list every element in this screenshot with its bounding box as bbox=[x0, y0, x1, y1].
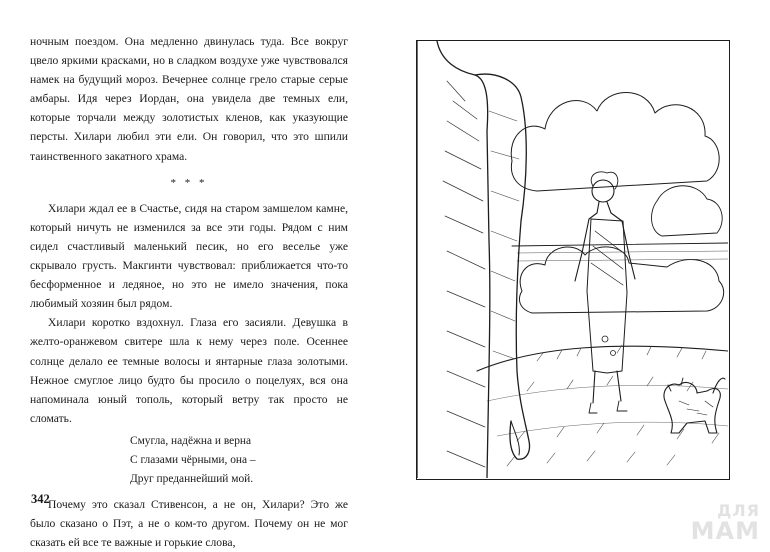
paragraph-4: Почему это сказал Стивенсон, а не он, Хилари? Это же было сказано о Пэт, а не о ком-то другом. Почему он не мог сказать ей все те важные и горькие слова, bbox=[30, 498, 348, 550]
horizon-line bbox=[512, 243, 728, 246]
watermark-logo bbox=[691, 503, 760, 543]
cloud-upper bbox=[511, 92, 719, 191]
illustration-drawing bbox=[417, 41, 728, 478]
poem-line: Друг преданнейший мой. bbox=[130, 473, 254, 486]
paragraph-3: Хилари коротко вздохнул. Глаза его засияли. Девушка в желто-оранжевом свитере шла к нему через поле. Осеннее солнце делало ее темные волосы и янтарные глаза золотыми. Нежное смуглое лицо будто бы просило о поцелуях, вся она напоминала юный тополь, который ветру так просто не сломать. bbox=[30, 316, 348, 425]
man-figure bbox=[417, 41, 530, 478]
left-page-text bbox=[30, 32, 348, 552]
girl-figure bbox=[575, 172, 635, 413]
poem-stanza bbox=[130, 432, 348, 489]
watermark-line-1: ДЛЯ bbox=[717, 501, 760, 520]
section-separator: * * * bbox=[170, 176, 208, 189]
cloud-lower bbox=[519, 247, 723, 313]
cloud-right bbox=[652, 186, 723, 236]
illustration-figure bbox=[416, 40, 730, 480]
page-number: 342 bbox=[31, 492, 50, 506]
poem-line: Смугла, надёжна и верна bbox=[130, 434, 252, 447]
watermark-line-2: МАМ bbox=[690, 517, 760, 545]
paragraph-1: ночным поездом. Она медленно двинулась туда. Все вокруг цвело яркими красками, но в сладком воздухе уже чувствовался намек на будущий мороз. Вечернее солнце грело старые серые амбары. Идя через Иордан, она увидела две темных ели, которые торчали между золотистых кленов, как указующие персты. Хилари любил эти ели. Он говорил, что это шпили таинственного закатного храма. bbox=[30, 35, 348, 163]
poem-line: С глазами чёрными, она – bbox=[130, 453, 256, 466]
paragraph-2: Хилари ждал ее в Счастье, сидя на старом замшелом камне, который ничуть не изменился за все эти годы. Рядом с ним сидел счастливый маленький песик, но его веселье уже скрывало грусть. Макгинти чувствовал: приближается что-то бесформенное и ледяное, но это не имело значения, пока любимый хозяин был рядом. bbox=[30, 201, 348, 311]
